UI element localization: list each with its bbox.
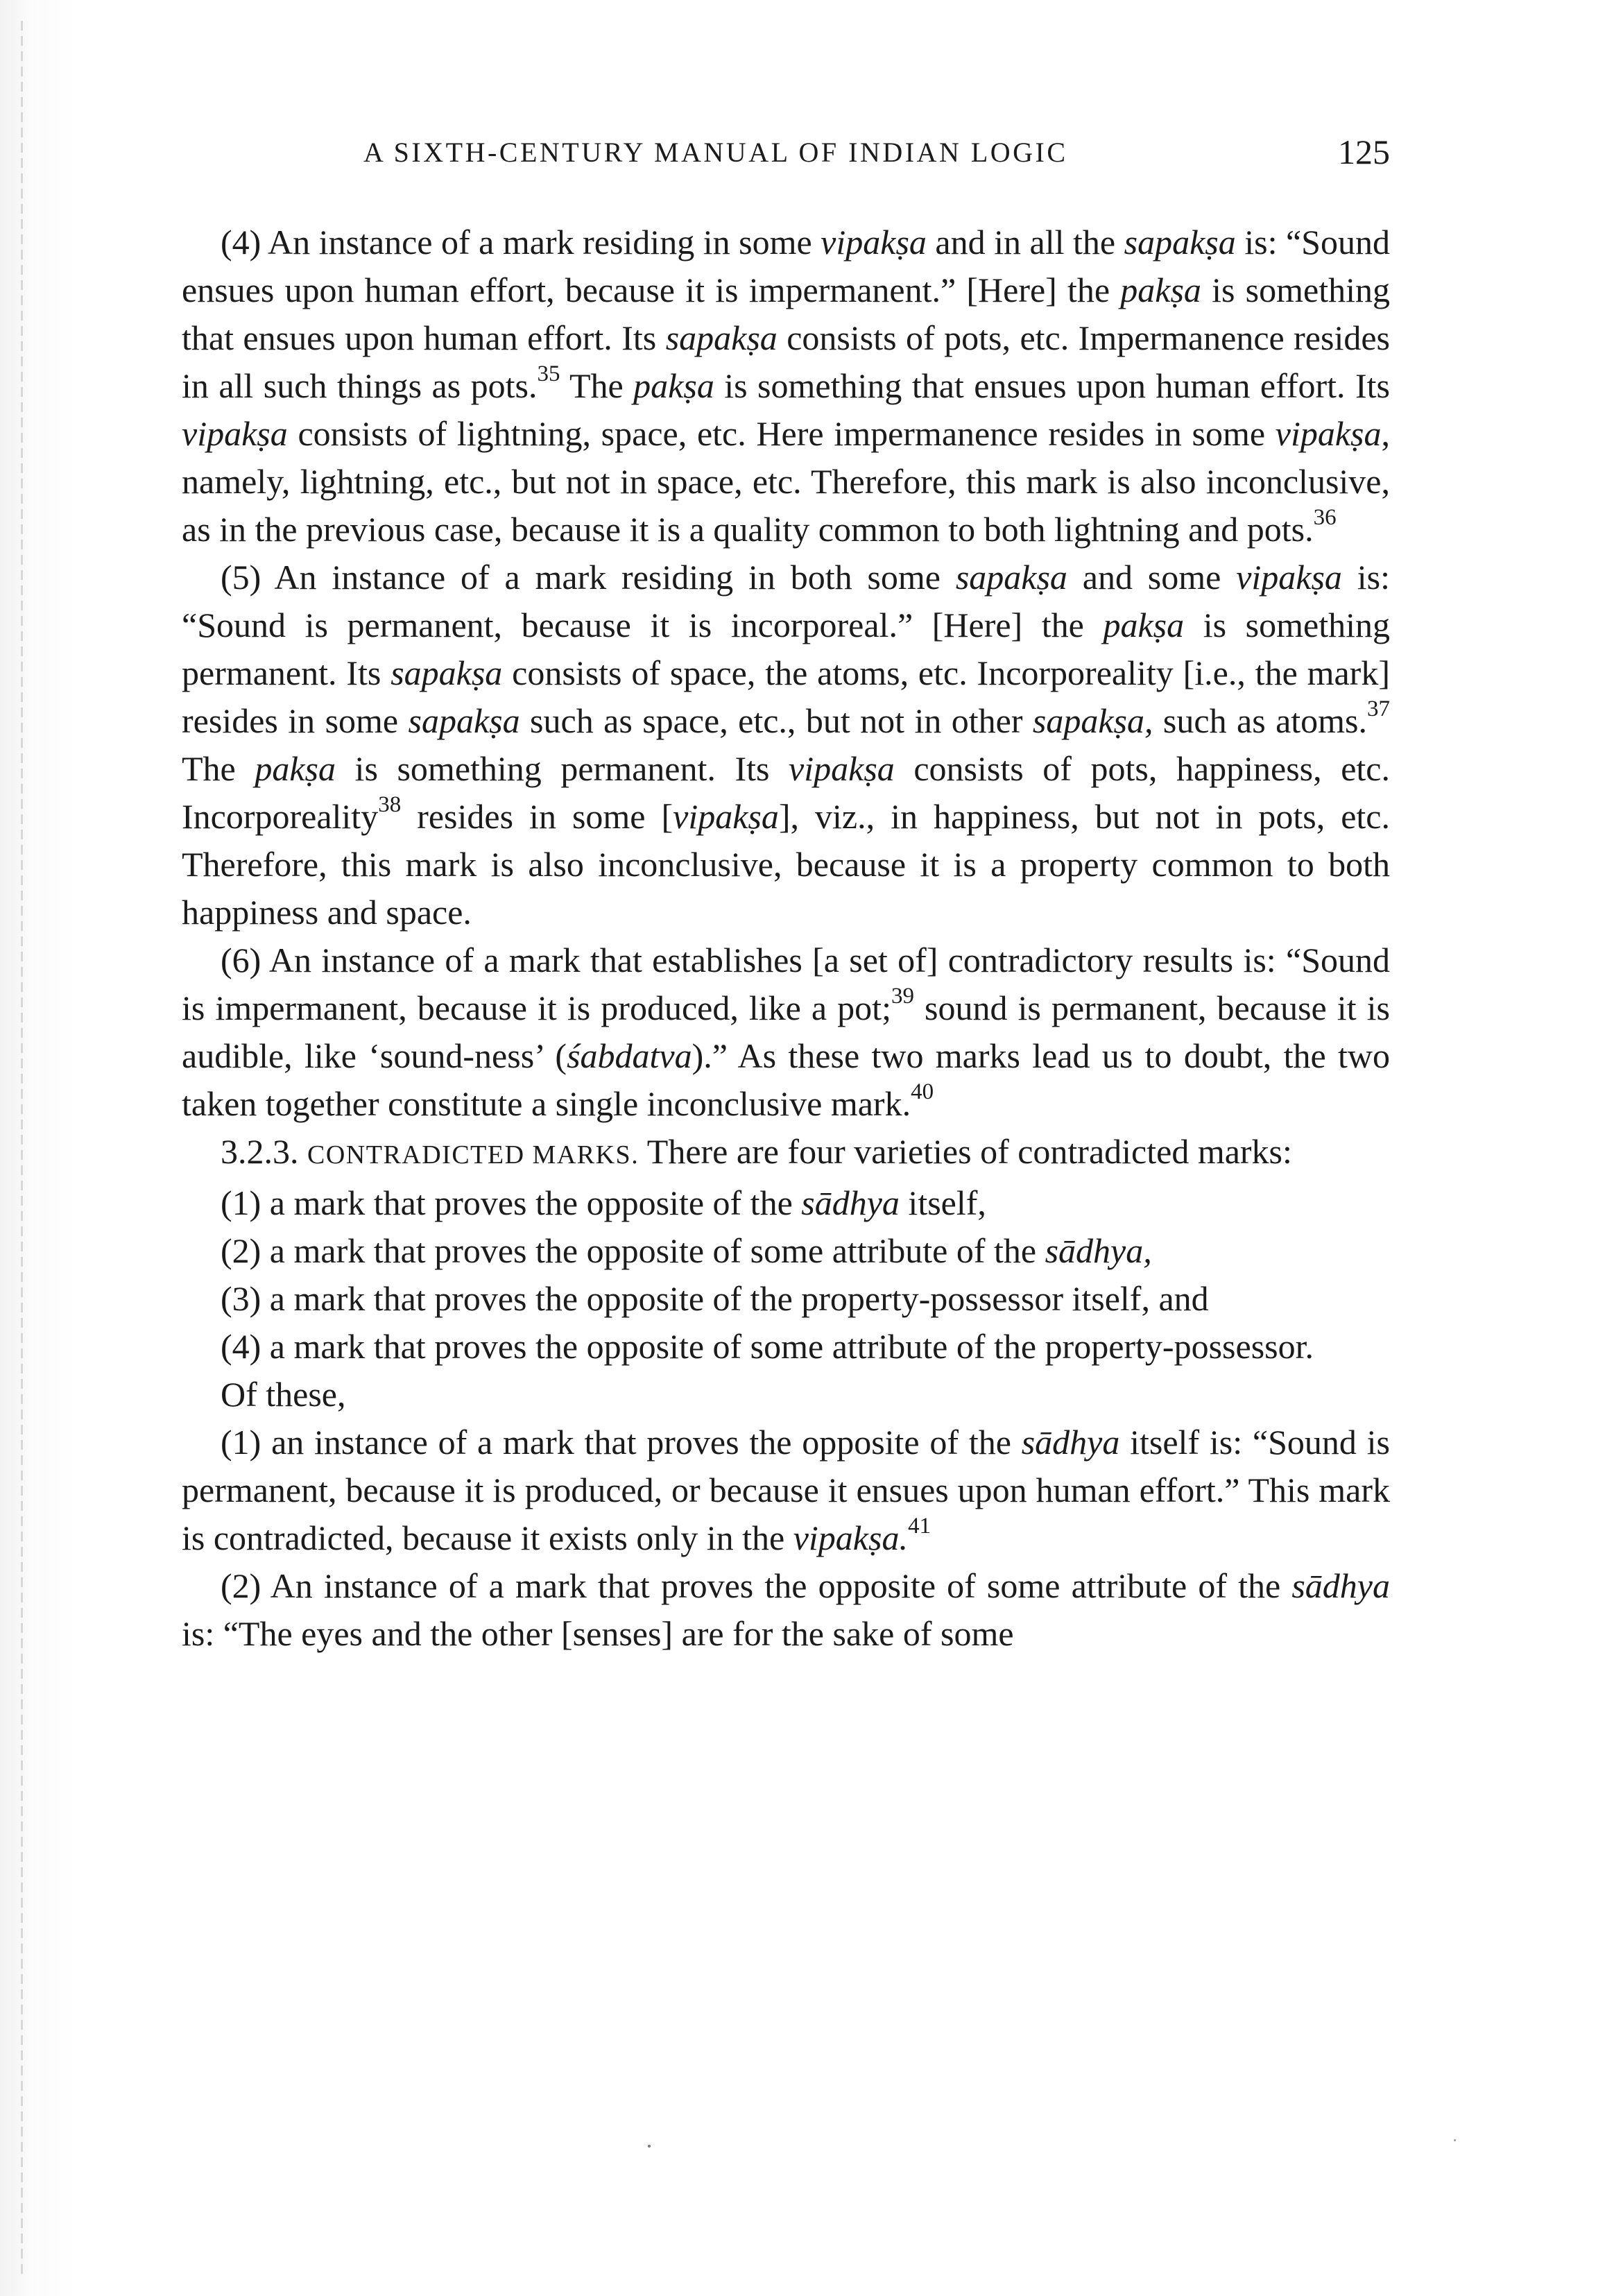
scan-speck: [648, 2145, 651, 2148]
paragraph-case-5: (5) An instance of a mark residing in both some sapakṣa and some vipakṣa is: “Sound is permanent, because it is incorporeal.” [Here] the pakṣa is something permanent. Its sapakṣa consists of space, the atoms, etc. Incorporeality [i.e., the mark] resides in some sapakṣa such as space, etc., but not in other sapakṣa, such as atoms.$^{37}$ The pakṣa is something permanent. Its vipakṣa consists of pots, happiness, etc. Incorporeality$^{38}$ resides in some [vipakṣa], viz., in happiness, but not in pots, etc. Therefore, this mark is also inconclusive, because it is a property common to both happiness and space.: [182, 558, 1390, 932]
book-page: [182, 132, 1390, 1658]
paragraph-case-4: (4) An instance of a mark residing in some vipakṣa and in all the sapakṣa is: “Sound ensues upon human effort, because it is impermanent.” [Here] the pakṣa is something that ensues upon human effort. Its sapakṣa consists of pots, etc. Impermanence resides in all such things as pots.$^{35}$ The pakṣa is something that ensues upon human effort. Its vipakṣa consists of lightning, space, etc. Here impermanence resides in some vipakṣa, namely, lightning, etc., but not in space, etc. Therefore, this mark is also inconclusive, as in the previous case, because it is a quality common to both lightning and pots.$^{36}$: [182, 223, 1390, 549]
footnote-ref: 38: [378, 792, 402, 818]
footnote-ref: 39: [891, 984, 914, 1009]
footnote-ref: 35: [537, 361, 560, 387]
paragraph-instance-2: (2) An instance of a mark that proves the opposite of some attribute of the sādhya is: “The eyes and the other [senses] are for the sake of some: [182, 1566, 1390, 1653]
page-binding-shadow: [0, 0, 76, 2296]
section-3-2-3-intro: 3.2.3. CONTRADICTED MARKS. There are four varieties of contradicted marks:: [221, 1132, 1292, 1171]
list-item-3: (3) a mark that proves the opposite of the property-possessor itself, and: [221, 1279, 1209, 1318]
running-title: A SIXTH-CENTURY MANUAL OF INDIAN LOGIC: [363, 137, 1068, 168]
footnote-ref: 37: [1367, 696, 1390, 722]
running-head: [182, 132, 1390, 180]
paragraph-instance-1: (1) an instance of a mark that proves the opposite of the sādhya itself is: “Sound is permanent, because it is produced, or because it ensues upon human effort.” This mark is contradicted, because it exists only in the vipakṣa.$^{41}$: [182, 1423, 1390, 1557]
body-text: [182, 219, 1390, 1658]
footnote-ref: 40: [911, 1079, 934, 1105]
scan-speck: [1454, 2139, 1456, 2141]
section-heading-small-caps: CONTRADICTED MARKS.: [307, 1140, 639, 1170]
binding-edge-line: [21, 21, 23, 2275]
list-item-4: (4) a mark that proves the opposite of some attribute of the property-possessor.: [221, 1327, 1314, 1366]
page-number: 125: [1338, 132, 1390, 171]
paragraph-case-6: (6) An instance of a mark that establishes [a set of] contradictory results is: “Sound is impermanent, because it is produced, like a pot;$^{39}$ sound is permanent, because it is audible, like ‘sound-ness’ (śabdatva).” As these two marks lead us to doubt, the two taken together constitute a single inconclusive mark.$^{40}$: [182, 941, 1390, 1123]
footnote-ref: 41: [907, 1514, 931, 1539]
paragraph-of-these: Of these,: [221, 1375, 346, 1414]
footnote-ref: 36: [1313, 505, 1337, 531]
list-item-2: (2) a mark that proves the opposite of some attribute of the sādhya,: [221, 1231, 1152, 1270]
list-item-1: (1) a mark that proves the opposite of the sādhya itself,: [221, 1183, 986, 1222]
